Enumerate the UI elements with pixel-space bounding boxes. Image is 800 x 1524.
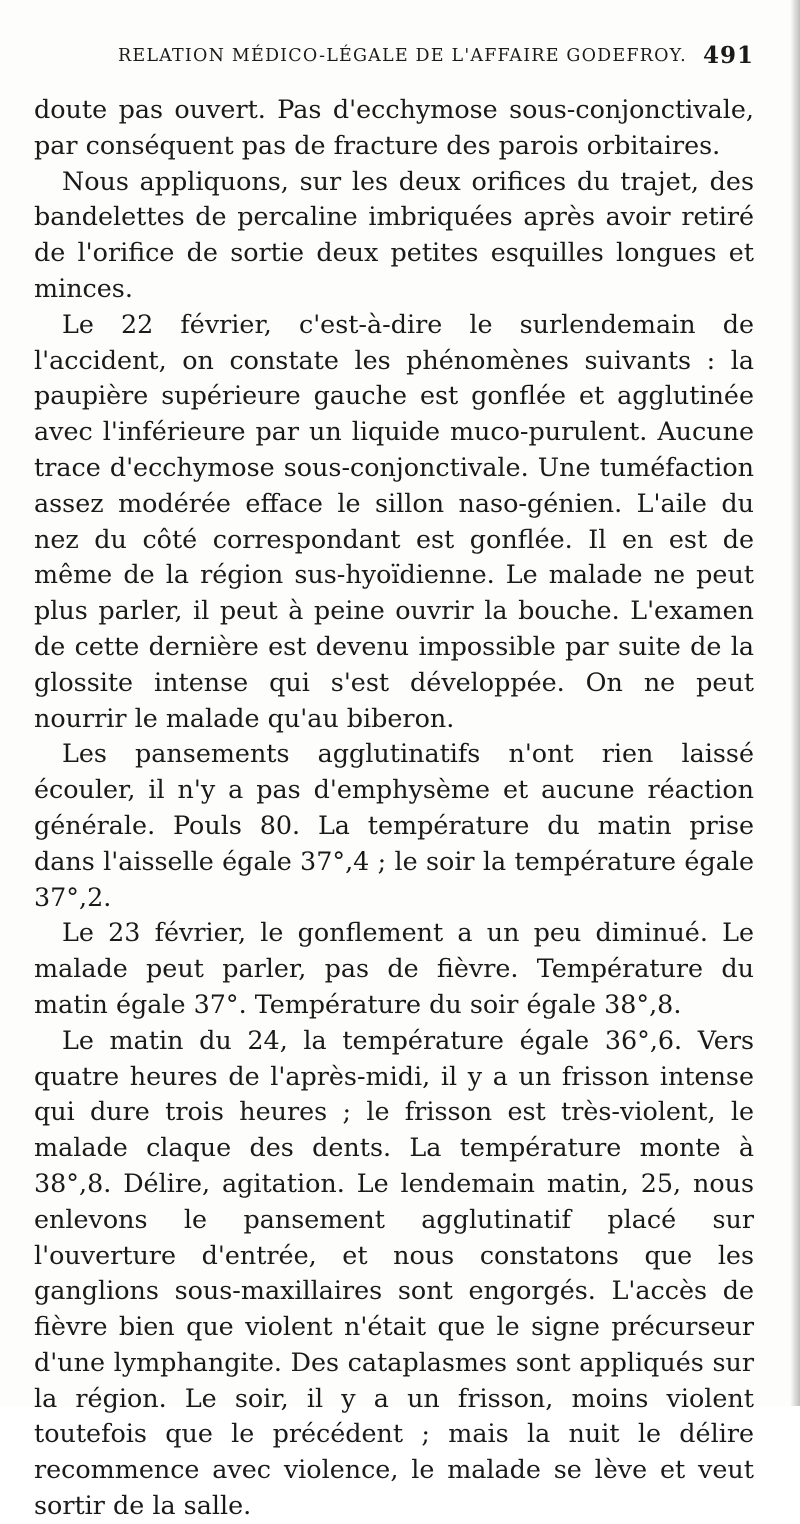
page-number: 491 — [702, 42, 754, 69]
paragraph-5: Le 23 février, le gonflement a un peu diminué. Le malade peut parler, pas de fièvre. Température du matin égale 37°. Température du soir égale 38°,8. — [34, 917, 754, 1019]
paragraph-4: Les pansements agglutinatifs n'ont rien laissé écouler, il n'y a pas d'emphysème et aucune réaction générale. Pouls 80. La température du matin prise dans l'aisselle égale 37°,4 ; le soir la température égale 37°,2. — [34, 738, 754, 912]
paragraph-1: doute pas ouvert. Pas d'ecchymose sous-conjonctivale, par conséquent pas de fracture des parois orbitaires. — [34, 94, 754, 160]
paragraph-6: Le matin du 24, la température égale 36°,6. Vers quatre heures de l'après-midi, il y a un frisson intense qui dure trois heures ; le frisson est très-violent, le malade claque des dents. La température monte à 38°,8. Délire, agitation. Le lendemain matin, 25, nous enlevons le pansement agglutinatif placé sur l'ouverture d'entrée, et nous constatons que les ganglions sous-maxillaires sont engorgés. L'accès de fièvre bien que violent n'était que le signe précurseur d'une lymphangite. Des cataplasmes sont appliqués sur la région. Le soir, il y a un frisson, moins violent toutefois que le précédent ; mais la nuit le délire recommence avec violence, le malade se lève et veut sortir de la salle. — [34, 1024, 754, 1521]
page-edge-shadow — [790, 0, 800, 1406]
paragraph-3: Le 22 février, c'est-à-dire le surlendemain de l'accident, on constate les phénomènes suivants : la paupière supérieure gauche est gonflée et agglutinée avec l'inférieure par un liquide muco-purulent. Aucune trace d'ecchymose sous-conjonctivale. Une tuméfaction assez modérée efface le sillon naso-génien. L'aile du nez du côté correspondant est gonflée. Il en est de même de la région sus-hyoïdienne. Le malade ne peut plus parler, il peut à peine ouvrir la bouche. L'examen de cette dernière est devenu impossible par suite de la glossite intense qui s'est développée. On ne peut nourrir le malade qu'au biberon. — [34, 308, 754, 733]
body-text — [34, 92, 754, 1524]
running-header — [88, 42, 754, 76]
running-title: RELATION MÉDICO-LÉGALE DE L'AFFAIRE GODEFROY. — [118, 46, 687, 66]
paragraph-2: Nous appliquons, sur les deux orifices du trajet, des bandelettes de percaline imbriquées après avoir retiré de l'orifice de sortie deux petites esquilles longues et minces. — [34, 165, 754, 303]
